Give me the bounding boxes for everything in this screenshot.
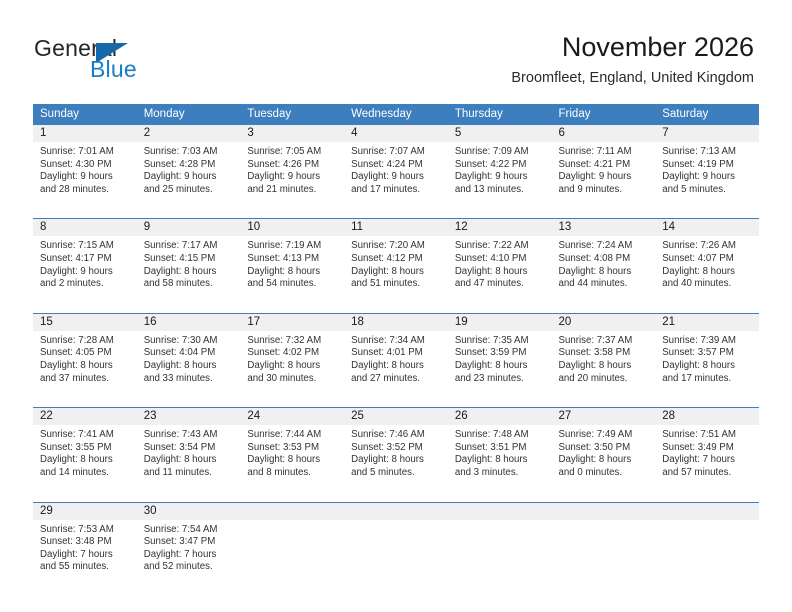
daylight-text-cont: and 55 minutes. [40,561,109,573]
daylight-text-cont: and 23 minutes. [454,372,524,384]
sunset-text: Sunset: 4:10 PM [454,252,527,264]
day-cell[interactable] [655,331,759,395]
day-cell[interactable] [448,236,552,300]
general-blue-logo[interactable] [34,35,234,87]
sunset-text: Sunset: 3:50 PM [558,441,631,453]
sunrise-text: Sunrise: 7:03 AM [143,146,218,157]
day-cell[interactable] [33,425,137,489]
day-cell[interactable] [552,425,656,489]
day-number[interactable]: 23 [143,410,157,423]
weekday-header-wednesday: Wednesday [351,108,412,120]
sunset-text: Sunset: 3:55 PM [40,441,112,453]
daylight-text-cont: and 5 minutes. [351,466,415,478]
day-cell[interactable] [240,236,344,300]
sunset-text: Sunset: 3:51 PM [454,441,527,453]
daylight-text-cont: and 20 minutes. [558,372,628,384]
day-number[interactable]: 29 [40,504,53,517]
daylight-text: Daylight: 9 hours [558,171,632,183]
sunset-text: Sunset: 4:08 PM [558,252,631,264]
daylight-text-cont: and 9 minutes. [558,183,623,195]
weekday-header-row [33,104,759,124]
week-date-bar [33,408,759,425]
daylight-text: Daylight: 9 hours [351,171,424,183]
week-row [33,218,759,312]
weekday-header-monday: Monday [143,108,185,120]
daylight-text-cont: and 47 minutes. [454,278,524,290]
day-cell[interactable] [344,236,448,300]
daylight-text: Daylight: 8 hours [40,359,113,371]
sunset-text: Sunset: 4:26 PM [247,158,320,170]
sunrise-text: Sunrise: 7:41 AM [40,429,114,441]
sunset-text: Sunset: 3:47 PM [143,536,216,548]
page-subtitle: Broomfleet, England, United Kingdom [511,70,754,86]
week-body [33,331,759,395]
sunset-text: Sunset: 4:05 PM [40,347,112,359]
weekday-header-tuesday: Tuesday [247,108,292,120]
week-spacer [33,206,759,218]
sunrise-text: Sunrise: 7:39 AM [662,334,736,346]
day-cell[interactable] [448,142,552,206]
week-date-bar [33,503,759,520]
day-cell[interactable] [552,331,656,395]
day-number[interactable]: 20 [558,315,572,328]
day-number[interactable]: 28 [662,410,676,423]
day-number[interactable]: 5 [454,127,462,139]
day-cell-empty [344,503,448,520]
sunset-text: Sunset: 4:12 PM [351,252,423,264]
day-number[interactable]: 26 [454,410,468,423]
sunset-text: Sunset: 4:22 PM [454,158,527,170]
weekday-header-thursday: Thursday [454,108,503,120]
day-cell[interactable] [33,331,137,395]
sunrise-text: Sunrise: 7:37 AM [558,334,633,346]
day-cell[interactable] [655,142,759,206]
sunset-text: Sunset: 4:04 PM [143,347,216,359]
day-number[interactable]: 21 [662,315,676,328]
sunrise-text: Sunrise: 7:53 AM [40,523,114,535]
day-cell-empty [344,520,448,584]
daylight-text: Daylight: 8 hours [662,359,735,371]
day-cell[interactable] [137,142,241,206]
sunrise-text: Sunrise: 7:26 AM [662,240,736,252]
week-row [33,407,759,501]
day-cell-empty [655,503,759,520]
week-row [33,124,759,218]
sunset-text: Sunset: 4:17 PM [40,252,112,264]
day-cell[interactable] [552,236,656,300]
daylight-text: Daylight: 9 hours [40,171,113,183]
sunset-text: Sunset: 3:48 PM [40,536,112,548]
day-cell-empty [552,520,656,584]
daylight-text-cont: and 57 minutes. [662,466,732,478]
day-cell[interactable] [33,142,137,206]
week-body [33,425,759,489]
day-number[interactable]: 22 [40,410,53,423]
title-block [511,30,754,87]
sunset-text: Sunset: 4:21 PM [558,158,631,170]
week-row [33,502,759,584]
daylight-text-cont: and 21 minutes. [247,183,317,195]
day-cell-empty [552,503,656,520]
daylight-text: Daylight: 8 hours [454,265,528,277]
week-spacer [33,490,759,502]
day-number[interactable]: 3 [247,127,254,139]
day-number[interactable]: 4 [351,127,358,139]
weekday-header-saturday: Saturday [662,108,709,120]
sunset-text: Sunset: 3:59 PM [454,347,527,359]
sunrise-text: Sunrise: 7:35 AM [454,334,529,346]
daylight-text: Daylight: 9 hours [662,171,735,183]
sunrise-text: Sunrise: 7:32 AM [247,334,322,346]
day-number[interactable]: 15 [40,315,53,328]
sunrise-text: Sunrise: 7:44 AM [247,429,322,441]
day-cell[interactable] [344,142,448,206]
day-number[interactable]: 6 [558,127,565,139]
sunrise-text: Sunrise: 7:20 AM [351,240,425,252]
daylight-text-cont: and 14 minutes. [40,466,109,478]
day-number[interactable]: 2 [143,127,151,139]
daylight-text: Daylight: 8 hours [247,454,321,466]
sunset-text: Sunset: 4:19 PM [662,158,734,170]
daylight-text-cont: and 27 minutes. [351,372,421,384]
daylight-text-cont: and 51 minutes. [351,278,421,290]
daylight-text: Daylight: 8 hours [143,359,217,371]
daylight-text: Daylight: 8 hours [247,359,321,371]
day-cell[interactable] [448,331,552,395]
daylight-text: Daylight: 8 hours [454,454,528,466]
daylight-text-cont: and 11 minutes. [143,466,212,478]
daylight-text: Daylight: 9 hours [247,171,321,183]
daylight-text: Daylight: 8 hours [351,265,424,277]
calendar-grid [33,104,759,584]
daylight-text-cont: and 17 minutes. [351,183,421,195]
weekday-header-sunday: Sunday [40,108,80,120]
day-number[interactable]: 27 [558,410,572,423]
day-number[interactable]: 30 [143,504,157,517]
daylight-text: Daylight: 7 hours [662,454,735,466]
week-date-bar [33,314,759,331]
sunset-text: Sunset: 4:13 PM [247,252,320,264]
sunrise-text: Sunrise: 7:15 AM [40,240,114,252]
logo-text-blue: Blue [90,56,137,82]
day-cell[interactable] [137,425,241,489]
sunrise-text: Sunrise: 7:09 AM [454,146,529,157]
daylight-text-cont: and 5 minutes. [662,183,726,195]
sunset-text: Sunset: 3:53 PM [247,441,320,453]
daylight-text-cont: and 28 minutes. [40,183,109,195]
daylight-text-cont: and 0 minutes. [558,466,623,478]
sunset-text: Sunset: 4:07 PM [662,252,734,264]
sunrise-text: Sunrise: 7:46 AM [351,429,425,441]
day-number[interactable]: 10 [247,221,261,234]
daylight-text: Daylight: 9 hours [143,171,217,183]
sunset-text: Sunset: 4:15 PM [143,252,216,264]
day-number[interactable]: 14 [662,221,676,234]
day-cell[interactable] [655,236,759,300]
sunset-text: Sunset: 3:54 PM [143,441,216,453]
day-cell[interactable] [137,331,241,395]
masthead [0,0,792,100]
sunrise-text: Sunrise: 7:24 AM [558,240,633,252]
day-cell-empty [655,520,759,584]
sunset-text: Sunset: 3:57 PM [662,347,734,359]
day-cell-empty [240,503,344,520]
daylight-text: Daylight: 8 hours [662,265,735,277]
daylight-text: Daylight: 7 hours [40,548,113,560]
daylight-text-cont: and 54 minutes. [247,278,317,290]
week-date-bar [33,219,759,236]
week-date-bar [33,125,759,142]
daylight-text: Daylight: 8 hours [558,265,632,277]
day-cell-empty [448,520,552,584]
sunset-text: Sunset: 4:28 PM [143,158,216,170]
daylight-text-cont: and 44 minutes. [558,278,628,290]
day-cell[interactable] [655,425,759,489]
sunrise-text: Sunrise: 7:17 AM [143,240,218,252]
weekday-header-friday: Friday [558,108,591,120]
daylight-text-cont: and 52 minutes. [143,561,213,573]
daylight-text-cont: and 58 minutes. [143,278,213,290]
daylight-text: Daylight: 8 hours [558,454,632,466]
daylight-text-cont: and 2 minutes. [40,278,104,290]
daylight-text: Daylight: 8 hours [143,265,217,277]
week-body [33,520,759,584]
day-cell[interactable] [137,520,241,584]
sunrise-text: Sunrise: 7:54 AM [143,523,218,535]
day-cell[interactable] [240,331,344,395]
sunrise-text: Sunrise: 7:13 AM [662,146,736,157]
day-cell[interactable] [137,236,241,300]
sunset-text: Sunset: 3:52 PM [351,441,423,453]
daylight-text: Daylight: 8 hours [351,359,424,371]
day-cell-empty [240,520,344,584]
sunrise-text: Sunrise: 7:01 AM [40,146,114,157]
day-cell[interactable] [344,425,448,489]
day-number[interactable]: 18 [351,315,364,328]
week-spacer [33,395,759,407]
sunrise-text: Sunrise: 7:51 AM [662,429,736,441]
sunrise-text: Sunrise: 7:07 AM [351,146,425,157]
sunrise-text: Sunrise: 7:43 AM [143,429,218,441]
daylight-text-cont: and 33 minutes. [143,372,213,384]
day-number[interactable]: 1 [40,127,47,139]
sunrise-text: Sunrise: 7:05 AM [247,146,322,157]
day-number[interactable]: 7 [662,127,669,139]
day-cell[interactable] [33,520,137,584]
day-number[interactable]: 16 [143,315,157,328]
daylight-text: Daylight: 8 hours [351,454,424,466]
day-cell-empty [448,503,552,520]
daylight-text-cont: and 17 minutes. [662,372,732,384]
sunset-text: Sunset: 3:49 PM [662,441,734,453]
daylight-text-cont: and 3 minutes. [454,466,519,478]
day-cell[interactable] [240,142,344,206]
daylight-text-cont: and 37 minutes. [40,372,109,384]
sunrise-text: Sunrise: 7:49 AM [558,429,633,441]
sunrise-text: Sunrise: 7:19 AM [247,240,322,252]
daylight-text-cont: and 13 minutes. [454,183,524,195]
daylight-text: Daylight: 8 hours [454,359,528,371]
daylight-text: Daylight: 8 hours [247,265,321,277]
day-cell[interactable] [448,425,552,489]
sunrise-text: Sunrise: 7:11 AM [558,146,632,157]
week-body [33,142,759,206]
day-number[interactable]: 11 [351,221,364,234]
day-number[interactable]: 19 [454,315,468,328]
daylight-text-cont: and 30 minutes. [247,372,317,384]
week-body [33,236,759,300]
daylight-text: Daylight: 9 hours [40,265,113,277]
daylight-text-cont: and 8 minutes. [247,466,311,478]
week-row [33,313,759,407]
daylight-text: Daylight: 8 hours [40,454,113,466]
sunrise-text: Sunrise: 7:34 AM [351,334,425,346]
sunrise-text: Sunrise: 7:48 AM [454,429,529,441]
day-number[interactable]: 13 [558,221,572,234]
sunrise-text: Sunrise: 7:30 AM [143,334,218,346]
day-cell[interactable] [344,331,448,395]
day-cell[interactable] [33,236,137,300]
day-cell[interactable] [552,142,656,206]
sunrise-text: Sunrise: 7:22 AM [454,240,529,252]
sunset-text: Sunset: 4:30 PM [40,158,112,170]
daylight-text: Daylight: 7 hours [143,548,217,560]
logo-text-general: General [34,35,118,61]
sunset-text: Sunset: 3:58 PM [558,347,631,359]
day-number[interactable]: 17 [247,315,261,328]
sunset-text: Sunset: 4:02 PM [247,347,320,359]
day-number[interactable]: 8 [40,221,47,234]
daylight-text: Daylight: 8 hours [558,359,632,371]
daylight-text-cont: and 40 minutes. [662,278,732,290]
page-title: November 2026 [561,32,754,62]
day-number[interactable]: 25 [351,410,364,423]
sunset-text: Sunset: 4:01 PM [351,347,423,359]
daylight-text: Daylight: 9 hours [454,171,528,183]
day-number[interactable]: 9 [143,221,151,234]
sunrise-text: Sunrise: 7:28 AM [40,334,114,346]
daylight-text-cont: and 25 minutes. [143,183,213,195]
day-cell[interactable] [240,425,344,489]
daylight-text: Daylight: 8 hours [143,454,217,466]
day-number[interactable]: 24 [247,410,261,423]
sunset-text: Sunset: 4:24 PM [351,158,423,170]
week-spacer [33,301,759,313]
day-number[interactable]: 12 [454,221,468,234]
